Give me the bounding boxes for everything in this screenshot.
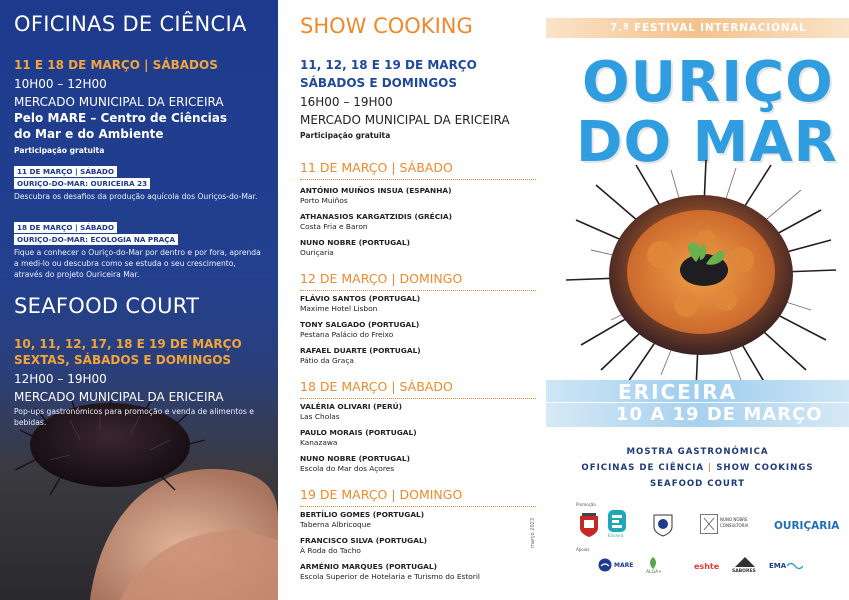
chef-entry [300, 186, 452, 206]
sponsor-logos [574, 502, 844, 592]
show-cooking-dates1: 11, 12, 18 E 19 DE MARÇO [300, 58, 477, 72]
seafood-dates1: 10, 11, 12, 17, 18 E 19 DE MARÇO [14, 337, 242, 351]
urchin-in-hands-photo [0, 400, 278, 600]
main-title-line2: DO MAR [576, 110, 838, 175]
mostra-line: MOSTRA GASTRONÓMICA [626, 447, 769, 457]
session-2-date: 18 DE MARÇO | SÁBADO [14, 222, 117, 233]
show-cooking-venue: MERCADO MUNICIPAL DA ERICEIRA [300, 113, 510, 127]
chef-name: RAFAEL DUARTE (PORTUGAL) [300, 346, 421, 355]
festival-banner [546, 18, 849, 38]
seafood-dates2: SEXTAS, SÁBADOS E DOMINGOS [14, 353, 232, 367]
algae-logo-text: ALGA+ [646, 570, 662, 575]
ouricaria-logo: OURIÇARIA [774, 520, 840, 532]
chef-place: Maxime Hotel Lisbon [300, 304, 378, 313]
day-4-divider [300, 506, 536, 507]
program-show-cookings: SHOW COOKINGS [716, 463, 814, 473]
show-cooking-free: Participação gratuita [300, 131, 391, 140]
show-cooking-title: SHOW COOKING [300, 14, 473, 38]
chef-entry [300, 294, 420, 314]
right-panel [546, 0, 849, 600]
ema-logo: EMA [769, 562, 787, 570]
chef-entry [300, 428, 417, 448]
sabores-logo-icon [734, 556, 756, 568]
festival-label: 7.ª FESTIVAL INTERNACIONAL [610, 22, 807, 34]
sea-urchin-dish-photo [566, 160, 836, 390]
session-1-date: 11 DE MARÇO | SÁBADO [14, 166, 117, 177]
chef-entry [300, 402, 402, 422]
chef-place: Costa Fria e Baron [300, 222, 368, 231]
chef-name: FRANCISCO SILVA (PORTUGAL) [300, 536, 428, 545]
chef-name: BERTÍLIO GOMES (PORTUGAL) [300, 510, 425, 519]
chef-name: ANTÓNIO MUIÑOS INSUA (ESPANHA) [300, 186, 452, 195]
chef-entry [300, 536, 427, 556]
location-label: ERICEIRA [618, 380, 738, 404]
chef-place: Escola Superior de Hotelaria e Turismo do Estoril [300, 572, 480, 581]
chef-name: NUNO NOBRE (PORTUGAL) [300, 454, 410, 463]
mafra-crest-logo [578, 512, 600, 538]
day-3-label: 18 DE MARÇO | SÁBADO [300, 379, 453, 394]
parish-crest-logo [652, 512, 674, 538]
chef-place: Escola do Mar dos Açores [300, 464, 395, 473]
chef-entry [300, 212, 452, 232]
session-1-name: OURIÇO-DO-MAR: OURICEIRA 23 [14, 178, 150, 189]
show-cooking-time: 16H00 – 19H00 [300, 95, 393, 109]
chef-entry [300, 562, 480, 582]
chef-name: VALÉRIA OLIVARI (PERÚ) [300, 402, 403, 411]
support-label: Apoios [576, 547, 590, 552]
program-line [546, 463, 849, 473]
session-2-name: OURIÇO-DO-MAR: ECOLOGIA NA PRAÇA [14, 234, 178, 245]
seafood-desc: Pop-ups gastronómicos para promoção e venda de alimentos e bebidas. [14, 407, 254, 427]
oficinas-title: OFICINAS DE CIÊNCIA [14, 12, 247, 36]
oficinas-by-line1: Pelo MARE – Centro de Ciências [14, 111, 228, 125]
chef-entry [300, 510, 424, 530]
dates-label: 10 A 19 DE MARÇO [616, 404, 823, 425]
program-oficinas: OFICINAS DE CIÊNCIA [581, 463, 705, 473]
chef-name: ARMÉNIO MARQUES (PORTUGAL) [300, 562, 437, 571]
day-1-label: 11 DE MARÇO | SÁBADO [300, 160, 453, 175]
day-3-divider [300, 398, 536, 399]
algae-logo-icon [646, 556, 660, 570]
chef-place: Pátio da Graça [300, 356, 354, 365]
oficinas-by-line2: do Mar e do Ambiente [14, 127, 164, 141]
chef-name: FLÁVIO SANTOS (PORTUGAL) [300, 294, 421, 303]
session-2-desc: Fique a conhecer o Ouriço-do-Mar por dentro e por fora, aprenda a medi-lo ou descubra como se estuda o seu crescimento, através do projeto Ouriceira Mar. [14, 248, 261, 279]
chef-name: PAULO MORAIS (PORTUGAL) [300, 428, 417, 437]
day-2-label: 12 DE MARÇO | DOMINGO [300, 271, 463, 286]
ema-wave-icon [787, 560, 803, 570]
nuno-nobre-logo [700, 514, 718, 534]
chef-place: À Roda do Tacho [300, 546, 361, 555]
eshte-logo: eshte [694, 562, 720, 571]
chef-entry [300, 320, 419, 340]
ericeira-logo-text: Ericeira [608, 533, 624, 538]
session-1-desc: Descubra os desafios da produção aquícola dos Ouriços-do-Mar. [14, 192, 258, 201]
consultoria-text: CONSULTORIA [720, 523, 749, 528]
seafood-court-line: SEAFOOD COURT [649, 479, 745, 489]
chef-name: NUNO NOBRE (PORTUGAL) [300, 238, 410, 247]
chef-place: Porto Muiños [300, 196, 348, 205]
seafood-venue: MERCADO MUNICIPAL DA ERICEIRA [14, 390, 224, 404]
day-2-divider [300, 290, 536, 291]
day-1-divider [300, 179, 536, 180]
chef-place: Taberna Albricoque [300, 520, 371, 529]
program-separator: | [708, 463, 713, 473]
seafood-time: 12H00 – 19H00 [14, 372, 107, 386]
oficinas-dates: 11 E 18 DE MARÇO | SÁBADOS [14, 58, 218, 72]
oficinas-venue: MERCADO MUNICIPAL DA ERICEIRA [14, 95, 224, 109]
mare-logo-icon [598, 558, 612, 572]
print-note: março 2023 [530, 517, 536, 548]
chef-place: Ouriçaria [300, 248, 334, 257]
chef-entry [300, 346, 421, 366]
chef-entry [300, 238, 410, 258]
promotion-label: Promoção [576, 502, 596, 507]
chef-entry [300, 454, 410, 474]
chef-place: Pestana Palácio do Freixo [300, 330, 394, 339]
sabores-logo-text: SABORES [732, 569, 756, 574]
mare-logo-text: MARE [614, 562, 634, 569]
seafood-title: SEAFOOD COURT [14, 294, 200, 318]
oficinas-time: 10H00 – 12H00 [14, 77, 107, 91]
day-4-label: 19 DE MARÇO | DOMINGO [300, 487, 463, 502]
middle-panel [278, 0, 546, 600]
chef-place: Kanazawa [300, 438, 338, 447]
left-panel [0, 0, 278, 600]
show-cooking-dates2: SÁBADOS E DOMINGOS [300, 76, 458, 90]
chef-place: Las Cholas [300, 412, 340, 421]
nuno-nobre-text: NUNO NOBRE [720, 517, 748, 522]
main-title-line1: OURIÇO [582, 50, 834, 115]
chef-name: TONY SALGADO (PORTUGAL) [300, 320, 420, 329]
oficinas-free: Participação gratuita [14, 146, 105, 155]
chef-name: ATHANASIOS KARGATZIDIS (GRÉCIA) [300, 212, 452, 221]
